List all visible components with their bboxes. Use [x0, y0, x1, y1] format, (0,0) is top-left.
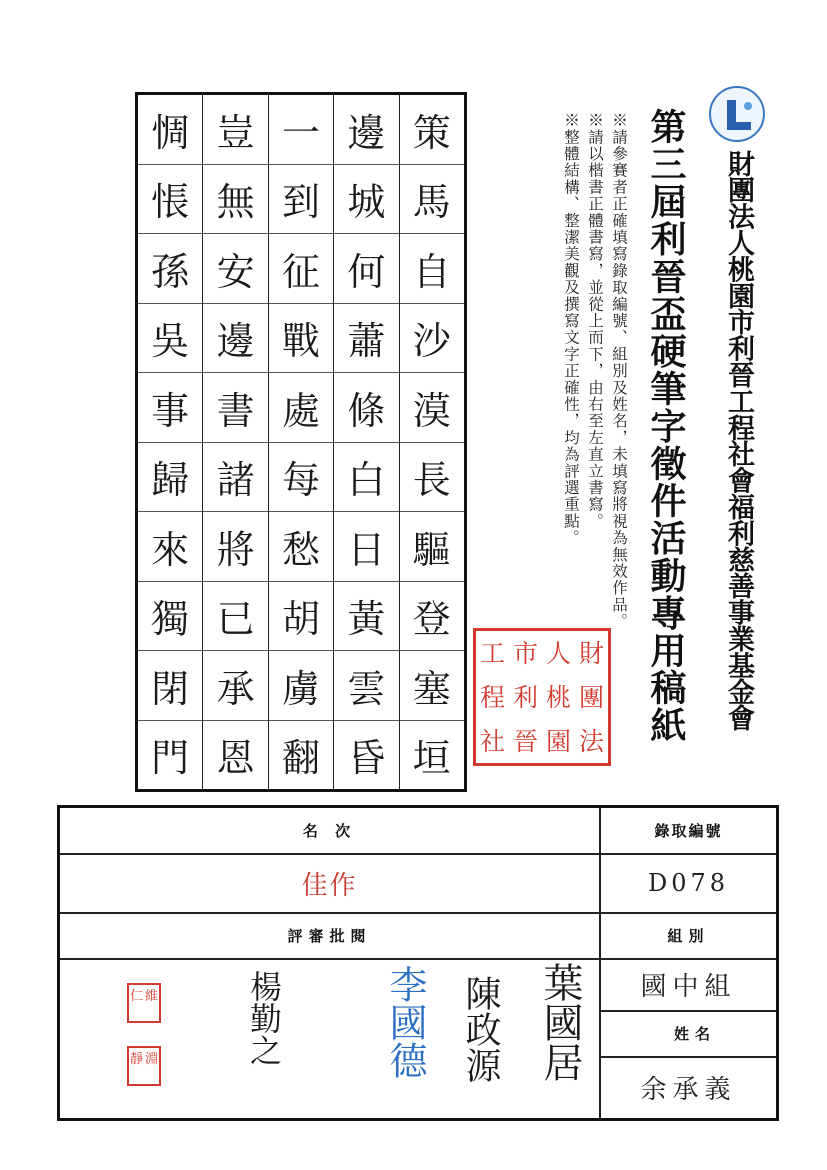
grid-cell: 登: [400, 581, 464, 651]
grid-cell: 邊: [347, 110, 386, 155]
admission-number-label: 錄取編號: [654, 822, 723, 840]
grid-column: [202, 95, 267, 789]
grid-cell: 昏: [334, 720, 398, 790]
grid-cell: 自: [400, 233, 464, 303]
seal-character: 法: [579, 726, 605, 756]
grid-cell: 驅: [400, 511, 464, 581]
grid-cell: 黃: [334, 581, 398, 651]
grid-cell: 條: [334, 372, 398, 442]
grid-cell: 戰: [269, 303, 333, 373]
seal-character: 團: [579, 682, 605, 712]
grid-cell: 長: [400, 442, 464, 512]
grid-cell: 諸: [203, 442, 267, 512]
grid-column: [268, 95, 333, 789]
seal-character: 人: [546, 638, 572, 668]
grid-cell: 將: [203, 511, 267, 581]
instruction-note-2: ※請以楷書正體書寫，並從上而下，由右至左直立書寫。: [586, 112, 604, 530]
grid-cell: 處: [269, 372, 333, 442]
grid-cell: 邊: [203, 303, 267, 373]
judge-signature-3: 陳政源: [460, 975, 501, 1083]
seal-character: 工: [480, 638, 506, 668]
judge-signature-1: 楊勤之: [245, 970, 283, 1066]
grid-cell: 日: [334, 511, 398, 581]
seal-character: 社: [480, 726, 506, 756]
grid-cell: 一: [281, 110, 320, 155]
grid-column: [399, 95, 464, 789]
instruction-note-1: ※請參賽者正確填寫錄取編號、組別及姓名，未填寫將視為無效作品。: [610, 112, 628, 630]
organization-name: 財團法人桃園市利晉工程社會福利慈善事業基金會: [723, 150, 754, 731]
grid-cell: 每: [269, 442, 333, 512]
grid-cell: 悵: [138, 164, 202, 234]
judge-seal: [127, 1046, 161, 1086]
grid-cell: 愁: [269, 511, 333, 581]
group-label: 組別: [667, 927, 710, 945]
seal-character: 市: [513, 638, 539, 668]
seal-character: 程: [480, 682, 506, 712]
grid-cell: 無: [203, 164, 267, 234]
foundation-logo: [709, 86, 765, 142]
seal-character: 財: [579, 638, 605, 668]
name-value: 余承義: [640, 1075, 737, 1105]
grid-cell: 事: [138, 372, 202, 442]
grid-cell: 馬: [400, 164, 464, 234]
grid-cell: 雲: [334, 650, 398, 720]
grid-cell: 塞: [400, 650, 464, 720]
grid-cell: 書: [203, 372, 267, 442]
review-label: 評審批閱: [287, 927, 372, 945]
seal-character: 仁: [130, 989, 144, 1004]
grid-cell: 蕭: [334, 303, 398, 373]
grid-cell: 白: [334, 442, 398, 512]
judge-signature-2: 李國德: [383, 965, 427, 1079]
grid-cell: 虜: [269, 650, 333, 720]
grid-cell: 沙: [400, 303, 464, 373]
grid-cell: 惆: [151, 110, 190, 155]
grid-cell: 歸: [138, 442, 202, 512]
grid-cell: 來: [138, 511, 202, 581]
grid-cell: 已: [203, 581, 267, 651]
grid-cell: 獨: [138, 581, 202, 651]
seal-character: 利: [513, 682, 539, 712]
seal-character: 園: [546, 726, 572, 756]
name-label: 姓名: [673, 1025, 716, 1043]
grid-cell: 征: [269, 233, 333, 303]
grid-cell: 策: [412, 110, 451, 155]
grid-cell: 安: [203, 233, 267, 303]
admission-number-value: D078: [647, 869, 730, 897]
grid-cell: 門: [138, 720, 202, 790]
ranking-label: 名 次: [302, 822, 357, 840]
seal-character: 淵: [145, 1052, 159, 1067]
document-title: 第三屆利晉盃硬筆字徵件活動專用稿紙: [645, 108, 686, 744]
judge-seal: [127, 983, 161, 1023]
grid-cell: 恩: [203, 720, 267, 790]
grid-cell: 到: [269, 164, 333, 234]
grid-cell: 豈: [216, 110, 255, 155]
grid-cell: 何: [334, 233, 398, 303]
group-value: 國中組: [640, 972, 737, 1002]
seal-character: 靜: [130, 1052, 144, 1067]
grid-column: [333, 95, 398, 789]
grid-cell: 孫: [138, 233, 202, 303]
grid-cell: 垣: [400, 720, 464, 790]
grid-cell: 漠: [400, 372, 464, 442]
grid-cell: 胡: [269, 581, 333, 651]
seal-character: 桃: [546, 682, 572, 712]
organization-seal: [473, 628, 611, 766]
seal-character: 晉: [513, 726, 539, 756]
grid-cell: 閉: [138, 650, 202, 720]
seal-character: 維: [145, 989, 159, 1004]
grid-cell: 城: [334, 164, 398, 234]
ranking-value: 佳作: [301, 870, 358, 901]
grid-cell: 承: [203, 650, 267, 720]
grid-cell: 吳: [138, 303, 202, 373]
grid-cell: 翻: [269, 720, 333, 790]
judge-signature-4: 葉國居: [537, 962, 583, 1082]
grid-column: [138, 95, 202, 789]
calligraphy-grid: [135, 92, 467, 792]
instruction-note-3: ※整體結構、整潔美觀及撰寫文字正確性，均為評選重點。: [562, 112, 580, 547]
